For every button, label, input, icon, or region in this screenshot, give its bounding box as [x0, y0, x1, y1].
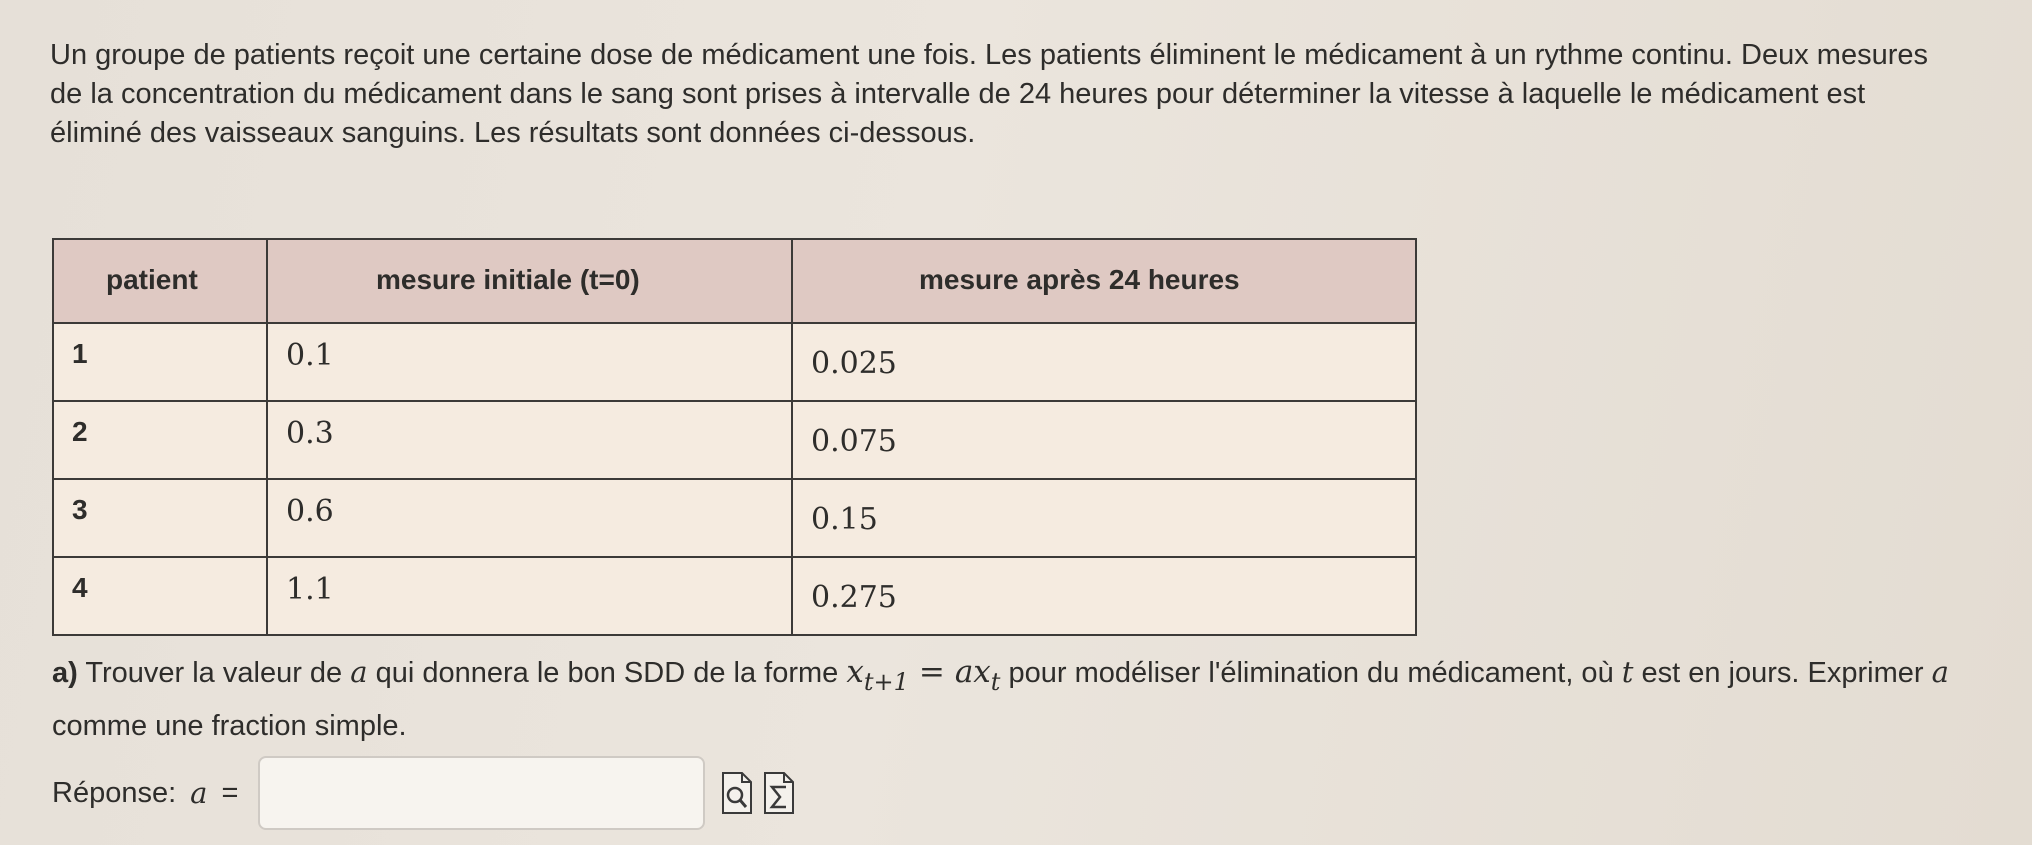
cell-after: 0.15: [792, 479, 1416, 557]
question-text: qui donnera le bon SDD de la forme: [375, 657, 839, 689]
cell-after: 0.025: [792, 323, 1416, 401]
cell-initial: 0.1: [267, 323, 792, 401]
cell-initial: 0.3: [267, 401, 792, 479]
answer-row: [52, 758, 795, 828]
cell-after: 0.075: [792, 401, 1416, 479]
variable-t: t: [1621, 655, 1634, 689]
answer-label: Réponse:: [52, 776, 177, 809]
recurrence-equation: [846, 654, 1001, 696]
cell-patient: 2: [53, 401, 267, 479]
answer-input[interactable]: [258, 756, 705, 830]
variable-a: a: [350, 655, 368, 689]
eq-equals: =: [918, 654, 945, 690]
eq-subscript: t: [990, 668, 1001, 696]
cell-initial: 1.1: [267, 557, 792, 635]
question-label: a): [52, 657, 78, 689]
cell-patient: 1: [53, 323, 267, 401]
question-text: pour modéliser l'élimination du médicament, où: [1008, 657, 1614, 689]
sigma-icon[interactable]: [763, 771, 795, 815]
header-initial-measure: mesure initiale (t=0): [267, 239, 792, 323]
preview-icon[interactable]: [721, 771, 753, 815]
eq-x: x: [846, 654, 864, 690]
answer-equals: =: [221, 776, 239, 809]
measurements-table: [52, 238, 1417, 636]
question-a: [52, 650, 1952, 748]
table-row: [53, 323, 1416, 401]
answer-variable: a: [190, 776, 208, 810]
problem-statement: Un groupe de patients reçoit une certaine dose de médicament une fois. Les patients éliminent le médicament à un rythme continu. Deux mesures de la concentration du médicament dans le sang sont prises à intervalle de 24 heures pour déterminer la vitesse à laquelle le médicament est éliminé des vaisseaux sanguins. Les résultats sont données ci-dessous.: [50, 39, 1928, 149]
cell-patient: 4: [53, 557, 267, 635]
eq-subscript: t+1: [863, 668, 909, 696]
question-text: comme une fraction simple.: [52, 710, 407, 742]
table-row: [53, 557, 1416, 635]
header-after-24h: mesure après 24 heures: [792, 239, 1416, 323]
question-text: est en jours. Exprimer: [1641, 657, 1924, 689]
cell-after: 0.275: [792, 557, 1416, 635]
variable-a: a: [1931, 655, 1949, 689]
table-header-row: [53, 239, 1416, 323]
question-text: Trouver la valeur de: [85, 657, 343, 689]
table-row: [53, 479, 1416, 557]
eq-ax: ax: [954, 654, 991, 690]
cell-patient: 3: [53, 479, 267, 557]
cell-initial: 0.6: [267, 479, 792, 557]
header-patient: patient: [53, 239, 267, 323]
table-row: [53, 401, 1416, 479]
